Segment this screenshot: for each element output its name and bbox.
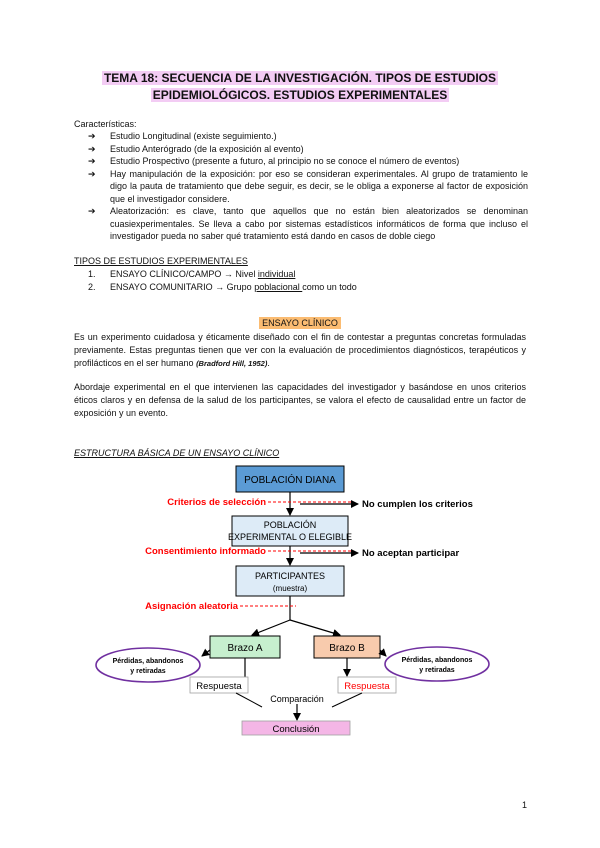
poblacion-diana-label: POBLACIÓN DIANA	[244, 475, 336, 486]
arrow-a-perdidas	[202, 650, 210, 656]
perdidas-right-ellipse	[385, 647, 489, 681]
list-item: ➔ Estudio Prospectivo (presente a futuro, al principio no se conoce el número de eventos)	[88, 156, 460, 166]
caracteristicas-heading: Características:	[74, 119, 137, 129]
perdidas-left-label-1: Pérdidas, abandonos	[112, 658, 184, 665]
arrow-resp-b-comp	[332, 693, 362, 707]
brazo-b-label: Brazo B	[329, 643, 365, 654]
brazo-a-label: Brazo A	[227, 643, 263, 654]
participantes-label-2: (muestra)	[272, 584, 308, 593]
list-item: 2. ENSAYO COMUNITARIO → Grupo poblacional como un todo	[88, 282, 357, 292]
list-item: 1. ENSAYO CLÍNICO/CAMPO → Nivel individual	[88, 269, 296, 279]
ensayo-paragraph-1: Es un experimento cuidadosa y éticamente diseñado con el fin de contestar a preguntas concretas formuladas previamente. Estas preguntas tienen que ver con la evaluación de procedimientos diagnósticos, terapéuticos y profilácticos en el ser humano (Bradford Hill, 1952).	[74, 332, 526, 368]
list-item: ➔ Estudio Longitudinal (existe seguimiento.)	[88, 131, 277, 141]
criterios-label: Criterios de selección	[167, 497, 266, 508]
no-cumplen-label: No cumplen los criterios	[362, 499, 473, 510]
respuesta-a-label: Respuesta	[196, 681, 242, 692]
perdidas-left-ellipse	[96, 648, 200, 682]
perdidas-left-label-2: y retiradas	[130, 668, 166, 675]
poblacion-elegible-label-2: EXPERIMENTAL O ELEGIBLE	[227, 532, 353, 542]
diagram-heading: ESTRUCTURA BÁSICA DE UN ENSAYO CLÍNICO	[74, 448, 280, 458]
arrow-resp-a-comp	[236, 693, 262, 707]
no-aceptan-label: No aceptan participar	[362, 548, 460, 559]
arrow-right-icon: ➔	[88, 156, 96, 166]
page-number: 1	[521, 800, 527, 810]
title-line-1: TEMA 18: SECUENCIA DE LA INVESTIGACIÓN. TIPOS DE ESTUDIOS	[103, 71, 497, 85]
perdidas-right-label-1: Pérdidas, abandonos	[401, 657, 473, 664]
comparacion-label: Comparación	[270, 694, 324, 704]
tipos-heading: TIPOS DE ESTUDIOS EXPERIMENTALES	[74, 256, 248, 266]
asignacion-label: Asignación aleatoria	[145, 601, 238, 612]
arrow-right-icon: ➔	[88, 131, 96, 141]
arrow-right-icon: ➔	[88, 206, 96, 216]
participantes-label-1: PARTICIPANTES	[254, 571, 326, 581]
arrow-brazo-a	[252, 620, 290, 635]
ensayo-heading: ENSAYO CLÍNICO	[250, 318, 350, 328]
conclusion-label: Conclusión	[272, 724, 320, 735]
list-item: ➔ Aleatorización: es clave, tanto que aquellos que no están bien aleatorizados se denominan cuasiexperimentales. Se lleva a cabo por sistemas estadísticos informáticos de forma que incluso el investigador pueda no saber qué tratamiento está dando en casos de doble ciego	[88, 206, 528, 241]
perdidas-right-label-2: y retiradas	[419, 667, 455, 674]
poblacion-elegible-label-1: POBLACIÓN	[263, 520, 317, 530]
respuesta-b-label: Respuesta	[344, 681, 390, 692]
arrow-brazo-b	[290, 620, 340, 635]
arrow-b-perdidas	[380, 650, 386, 656]
list-item: ➔ Hay manipulación de la exposición: por eso se consideran experimentales. Al grupo de tratamiento le digo la pauta de tratamiento que debe seguir, es decir, se le obliga a exponerse al factor de exposición que el investigador considere.	[88, 168, 528, 204]
citation: (Bradford Hill, 1952)	[196, 359, 268, 368]
title-line-2: EPIDEMIOLÓGICOS. ESTUDIOS EXPERIMENTALES	[152, 88, 448, 102]
arrow-right-icon: ➔	[88, 168, 96, 179]
list-item: ➔ Estudio Anterógrado (de la exposición al evento)	[88, 143, 304, 154]
arrow-right-icon: ➔	[88, 143, 96, 154]
ensayo-paragraph-2: Abordaje experimental en el que intervienen las capacidades del investigador y basándose en unos criterios éticos claros y en defensa de la salud de los participantes, se valora el efecto de causalidad entre un factor de exposición y un evento.	[74, 382, 526, 418]
consentimiento-label: Consentimiento informado	[145, 546, 266, 557]
